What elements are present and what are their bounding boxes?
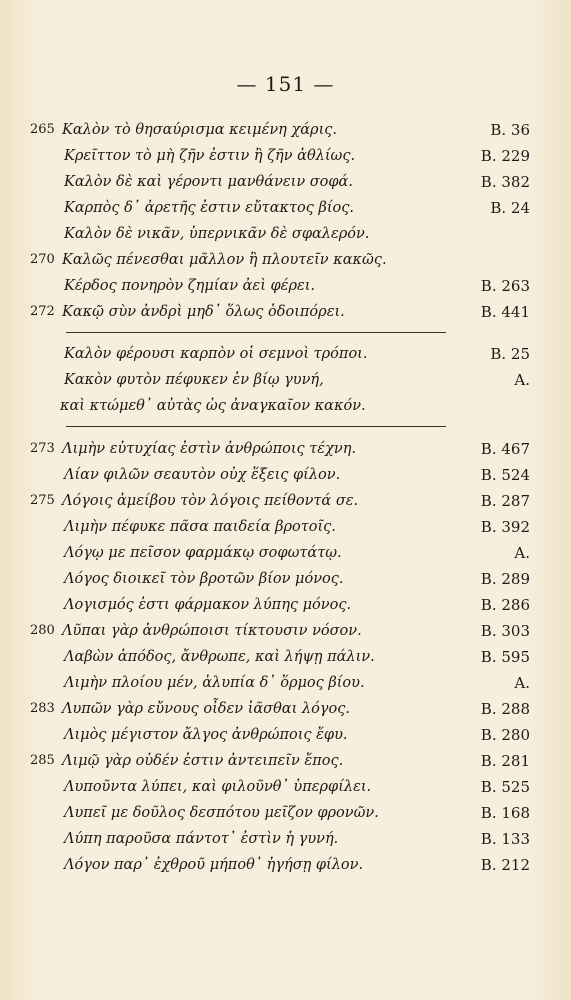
verse-text: Λίαν φιλῶν σεαυτὸν οὐχ ἕξεις φίλον. [64, 467, 341, 483]
verse-text: Καλὸν δὲ νικᾶν, ὑπερνικᾶν δὲ σφαλερόν. [64, 226, 370, 242]
verse-source: Β. 281 [480, 752, 530, 770]
verse-line [30, 462, 530, 488]
verse-line [30, 826, 530, 852]
verse-text: Λιμὴν πλοίου μέν, ἀλυπία δ᾽ ὅρμος βίου. [64, 675, 365, 691]
verse-source: Α. [514, 674, 530, 692]
verse-line [30, 341, 530, 367]
verse-source: Β. 595 [480, 648, 530, 666]
verse-line [30, 488, 530, 514]
verse-source: Β. 525 [480, 778, 530, 796]
verse-line [30, 436, 530, 462]
verse-number: 270 [30, 252, 55, 267]
verse-number: 265 [30, 122, 55, 137]
verse-text: Καλὸν τὸ θησαύρισμα κειμένη χάρις. [62, 122, 337, 138]
verse-text: Καλὸν δὲ καὶ γέροντι μανθάνειν σοφά. [64, 174, 353, 190]
verse-source: Β. 263 [480, 277, 530, 295]
verse-text: Κρεῖττον τὸ μὴ ζῆν ἐστιν ἢ ζῆν ἀθλίως. [64, 148, 356, 164]
verse-line [30, 514, 530, 540]
verse-source: Α. [514, 371, 530, 389]
verse-line [30, 299, 530, 325]
verse-text: Λογισμός ἐστι φάρμακον λύπης μόνος. [64, 597, 352, 613]
verse-source: Β. 25 [490, 345, 530, 363]
verse-line [30, 644, 530, 670]
verse-source: Β. 133 [480, 830, 530, 848]
verse-text: Καρπὸς δ᾽ ἀρετῆς ἐστιν εὔτακτος βίος. [64, 200, 354, 216]
verse-source: Β. 36 [490, 121, 530, 139]
verse-number: 280 [30, 623, 55, 638]
verse-text: καὶ κτώμεθ᾽ αὐτὰς ὡς ἀναγκαῖον κακόν. [60, 398, 366, 414]
verse-source: Β. 229 [480, 147, 530, 165]
verse-line [30, 748, 530, 774]
verse-source: Α. [514, 544, 530, 562]
verse-number: 283 [30, 701, 55, 716]
verse-line [30, 592, 530, 618]
verse-text: Λόγῳ με πεῖσον φαρμάκῳ σοφωτάτῳ. [64, 545, 342, 561]
verse-line [30, 247, 530, 273]
verse-line [30, 566, 530, 592]
verse-number: 275 [30, 493, 55, 508]
verse-source: Β. 524 [480, 466, 530, 484]
verse-source: Β. 392 [480, 518, 530, 536]
verse-number: 285 [30, 753, 55, 768]
verse-line [30, 852, 530, 878]
verse-line [30, 221, 530, 247]
verse-line [30, 774, 530, 800]
verse-source: Β. 287 [480, 492, 530, 510]
verse-text: Λιμὴν πέφυκε πᾶσα παιδεία βροτοῖς. [64, 519, 336, 535]
section-divider [66, 332, 446, 333]
verse-line [30, 273, 530, 299]
verse-source: Β. 289 [480, 570, 530, 588]
verse-text: Λιμὴν εὐτυχίας ἐστὶν ἀνθρώποις τέχνη. [62, 441, 356, 457]
verse-line [30, 670, 530, 696]
verse-text: Καλῶς πένεσθαι μᾶλλον ἢ πλουτεῖν κακῶς. [62, 252, 387, 268]
verse-text: Καλὸν φέρουσι καρπὸν οἱ σεμνοὶ τρόποι. [64, 346, 368, 362]
verse-text: Λυποῦντα λύπει, καὶ φιλοῦνθ᾽ ὑπερφίλει. [64, 779, 372, 795]
verse-text: Λόγοις ἀμείβου τὸν λόγοις πείθοντά σε. [62, 493, 359, 509]
verse-source: Β. 168 [480, 804, 530, 822]
verse-number: 273 [30, 441, 55, 456]
verse-text: Λαβὼν ἀπόδος, ἄνθρωπε, καὶ λήψῃ πάλιν. [64, 649, 375, 665]
verse-line [30, 696, 530, 722]
verse-line [30, 169, 530, 195]
verse-text: Κακὸν φυτὸν πέφυκεν ἐν βίῳ γυνή, [64, 372, 324, 388]
verse-line [30, 117, 530, 143]
verse-source: Β. 288 [480, 700, 530, 718]
verse-line [30, 393, 530, 419]
page-number: — 151 — [236, 72, 335, 96]
verse-source: Β. 303 [480, 622, 530, 640]
verse-line [30, 367, 530, 393]
verse-line [30, 722, 530, 748]
verse-text: Λόγον παρ᾽ ἐχθροῦ μήποθ᾽ ἡγήσῃ φίλον. [64, 857, 364, 873]
verse-line [30, 800, 530, 826]
verse-source: Β. 467 [480, 440, 530, 458]
verse-text: Λιμῷ γὰρ οὐδέν ἐστιν ἀντειπεῖν ἔπος. [62, 753, 344, 769]
verse-source: Β. 286 [480, 596, 530, 614]
verse-source: Β. 441 [480, 303, 530, 321]
verse-text: Λύπη παροῦσα πάντοτ᾽ ἐστὶν ἡ γυνή. [64, 831, 339, 847]
verse-text: Λόγος διοικεῖ τὸν βροτῶν βίον μόνος. [64, 571, 344, 587]
verse-line [30, 618, 530, 644]
verse-text: Λῦπαι γὰρ ἀνθρώποισι τίκτουσιν νόσον. [62, 623, 362, 639]
verse-text: Λυπεῖ με δοῦλος δεσπότου μεῖζον φρονῶν. [64, 805, 379, 821]
verse-text: Λιμὸς μέγιστον ἄλγος ἀνθρώποις ἔφυ. [64, 727, 348, 743]
verse-number: 272 [30, 304, 55, 319]
verse-text: Κακῷ σὺν ἀνδρὶ μηδ᾽ ὅλως ὁδοιπόρει. [62, 304, 345, 320]
verse-line [30, 143, 530, 169]
verse-line [30, 195, 530, 221]
section-divider [66, 426, 446, 427]
verse-source: Β. 382 [480, 173, 530, 191]
verse-source: Β. 24 [490, 199, 530, 217]
verse-text: Λυπῶν γὰρ εὔνους οἶδεν ἰᾶσθαι λόγος. [62, 701, 350, 717]
verse-source: Β. 212 [480, 856, 530, 874]
verse-text: Κέρδος πονηρὸν ζημίαν ἀεὶ φέρει. [64, 278, 316, 294]
verse-line [30, 540, 530, 566]
verse-source: Β. 280 [480, 726, 530, 744]
